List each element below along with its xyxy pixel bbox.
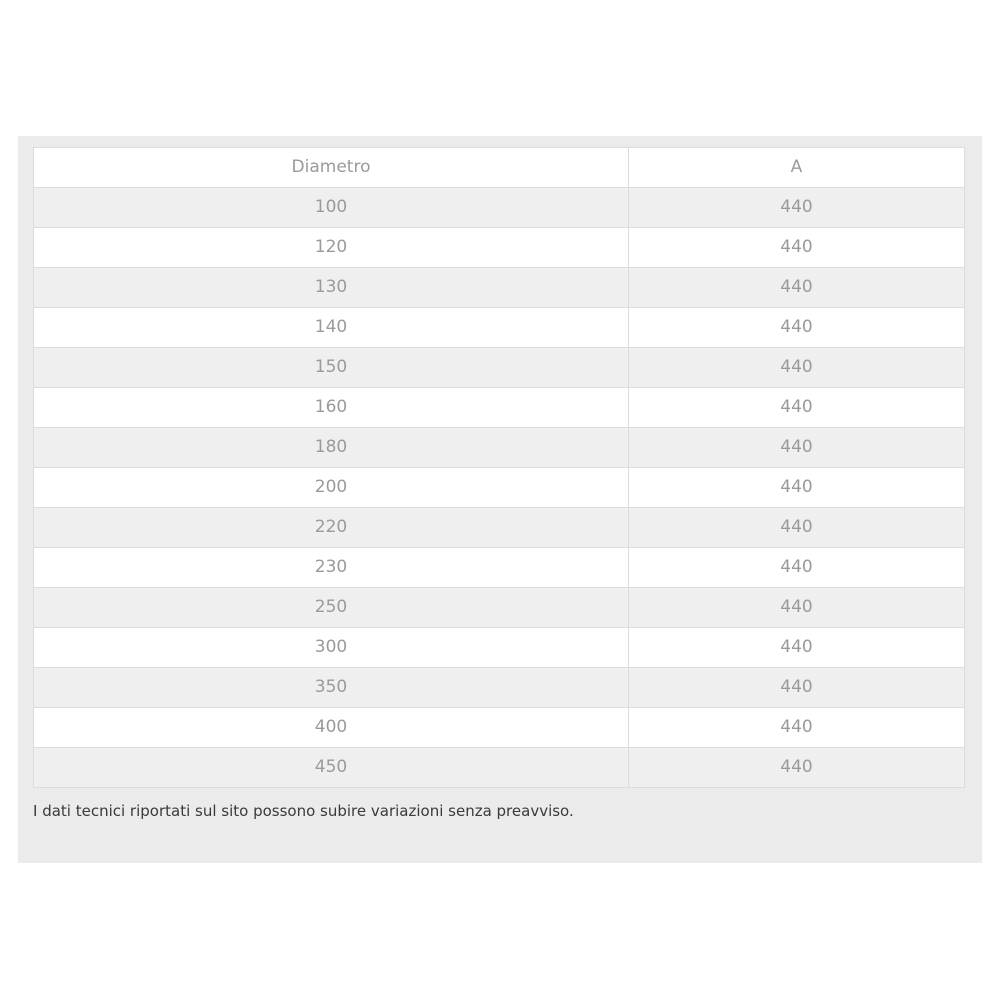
table-row bbox=[34, 188, 965, 228]
cell-diametro: 180 bbox=[34, 428, 629, 468]
cell-diametro: 230 bbox=[34, 548, 629, 588]
table-row bbox=[34, 548, 965, 588]
cell-diametro: 220 bbox=[34, 508, 629, 548]
cell-a: 440 bbox=[629, 388, 965, 428]
cell-a: 440 bbox=[629, 628, 965, 668]
header-a: A bbox=[629, 148, 965, 188]
table-row bbox=[34, 308, 965, 348]
cell-a: 440 bbox=[629, 548, 965, 588]
table-row bbox=[34, 228, 965, 268]
cell-a: 440 bbox=[629, 188, 965, 228]
table-row bbox=[34, 348, 965, 388]
disclaimer-note: I dati tecnici riportati sul sito possono subire variazioni senza preavviso. bbox=[33, 802, 574, 820]
cell-a: 440 bbox=[629, 428, 965, 468]
cell-a: 440 bbox=[629, 668, 965, 708]
cell-diametro: 250 bbox=[34, 588, 629, 628]
cell-a: 440 bbox=[629, 748, 965, 788]
cell-a: 440 bbox=[629, 468, 965, 508]
cell-a: 440 bbox=[629, 228, 965, 268]
cell-a: 440 bbox=[629, 508, 965, 548]
cell-a: 440 bbox=[629, 708, 965, 748]
cell-diametro: 350 bbox=[34, 668, 629, 708]
cell-diametro: 130 bbox=[34, 268, 629, 308]
table-row bbox=[34, 268, 965, 308]
table-row bbox=[34, 748, 965, 788]
cell-diametro: 150 bbox=[34, 348, 629, 388]
cell-diametro: 160 bbox=[34, 388, 629, 428]
cell-a: 440 bbox=[629, 268, 965, 308]
table-row bbox=[34, 508, 965, 548]
table-row bbox=[34, 388, 965, 428]
table-body bbox=[34, 188, 965, 788]
cell-diametro: 450 bbox=[34, 748, 629, 788]
table-header-row bbox=[34, 148, 965, 188]
cell-diametro: 400 bbox=[34, 708, 629, 748]
table-row bbox=[34, 668, 965, 708]
table-row bbox=[34, 628, 965, 668]
cell-a: 440 bbox=[629, 308, 965, 348]
table-row bbox=[34, 428, 965, 468]
cell-a: 440 bbox=[629, 348, 965, 388]
table-row bbox=[34, 468, 965, 508]
cell-diametro: 140 bbox=[34, 308, 629, 348]
header-diametro: Diametro bbox=[34, 148, 629, 188]
table-row bbox=[34, 708, 965, 748]
spec-table bbox=[33, 147, 965, 788]
spec-panel bbox=[18, 136, 982, 863]
cell-diametro: 300 bbox=[34, 628, 629, 668]
cell-diametro: 200 bbox=[34, 468, 629, 508]
table-row bbox=[34, 588, 965, 628]
cell-diametro: 100 bbox=[34, 188, 629, 228]
cell-diametro: 120 bbox=[34, 228, 629, 268]
cell-a: 440 bbox=[629, 588, 965, 628]
